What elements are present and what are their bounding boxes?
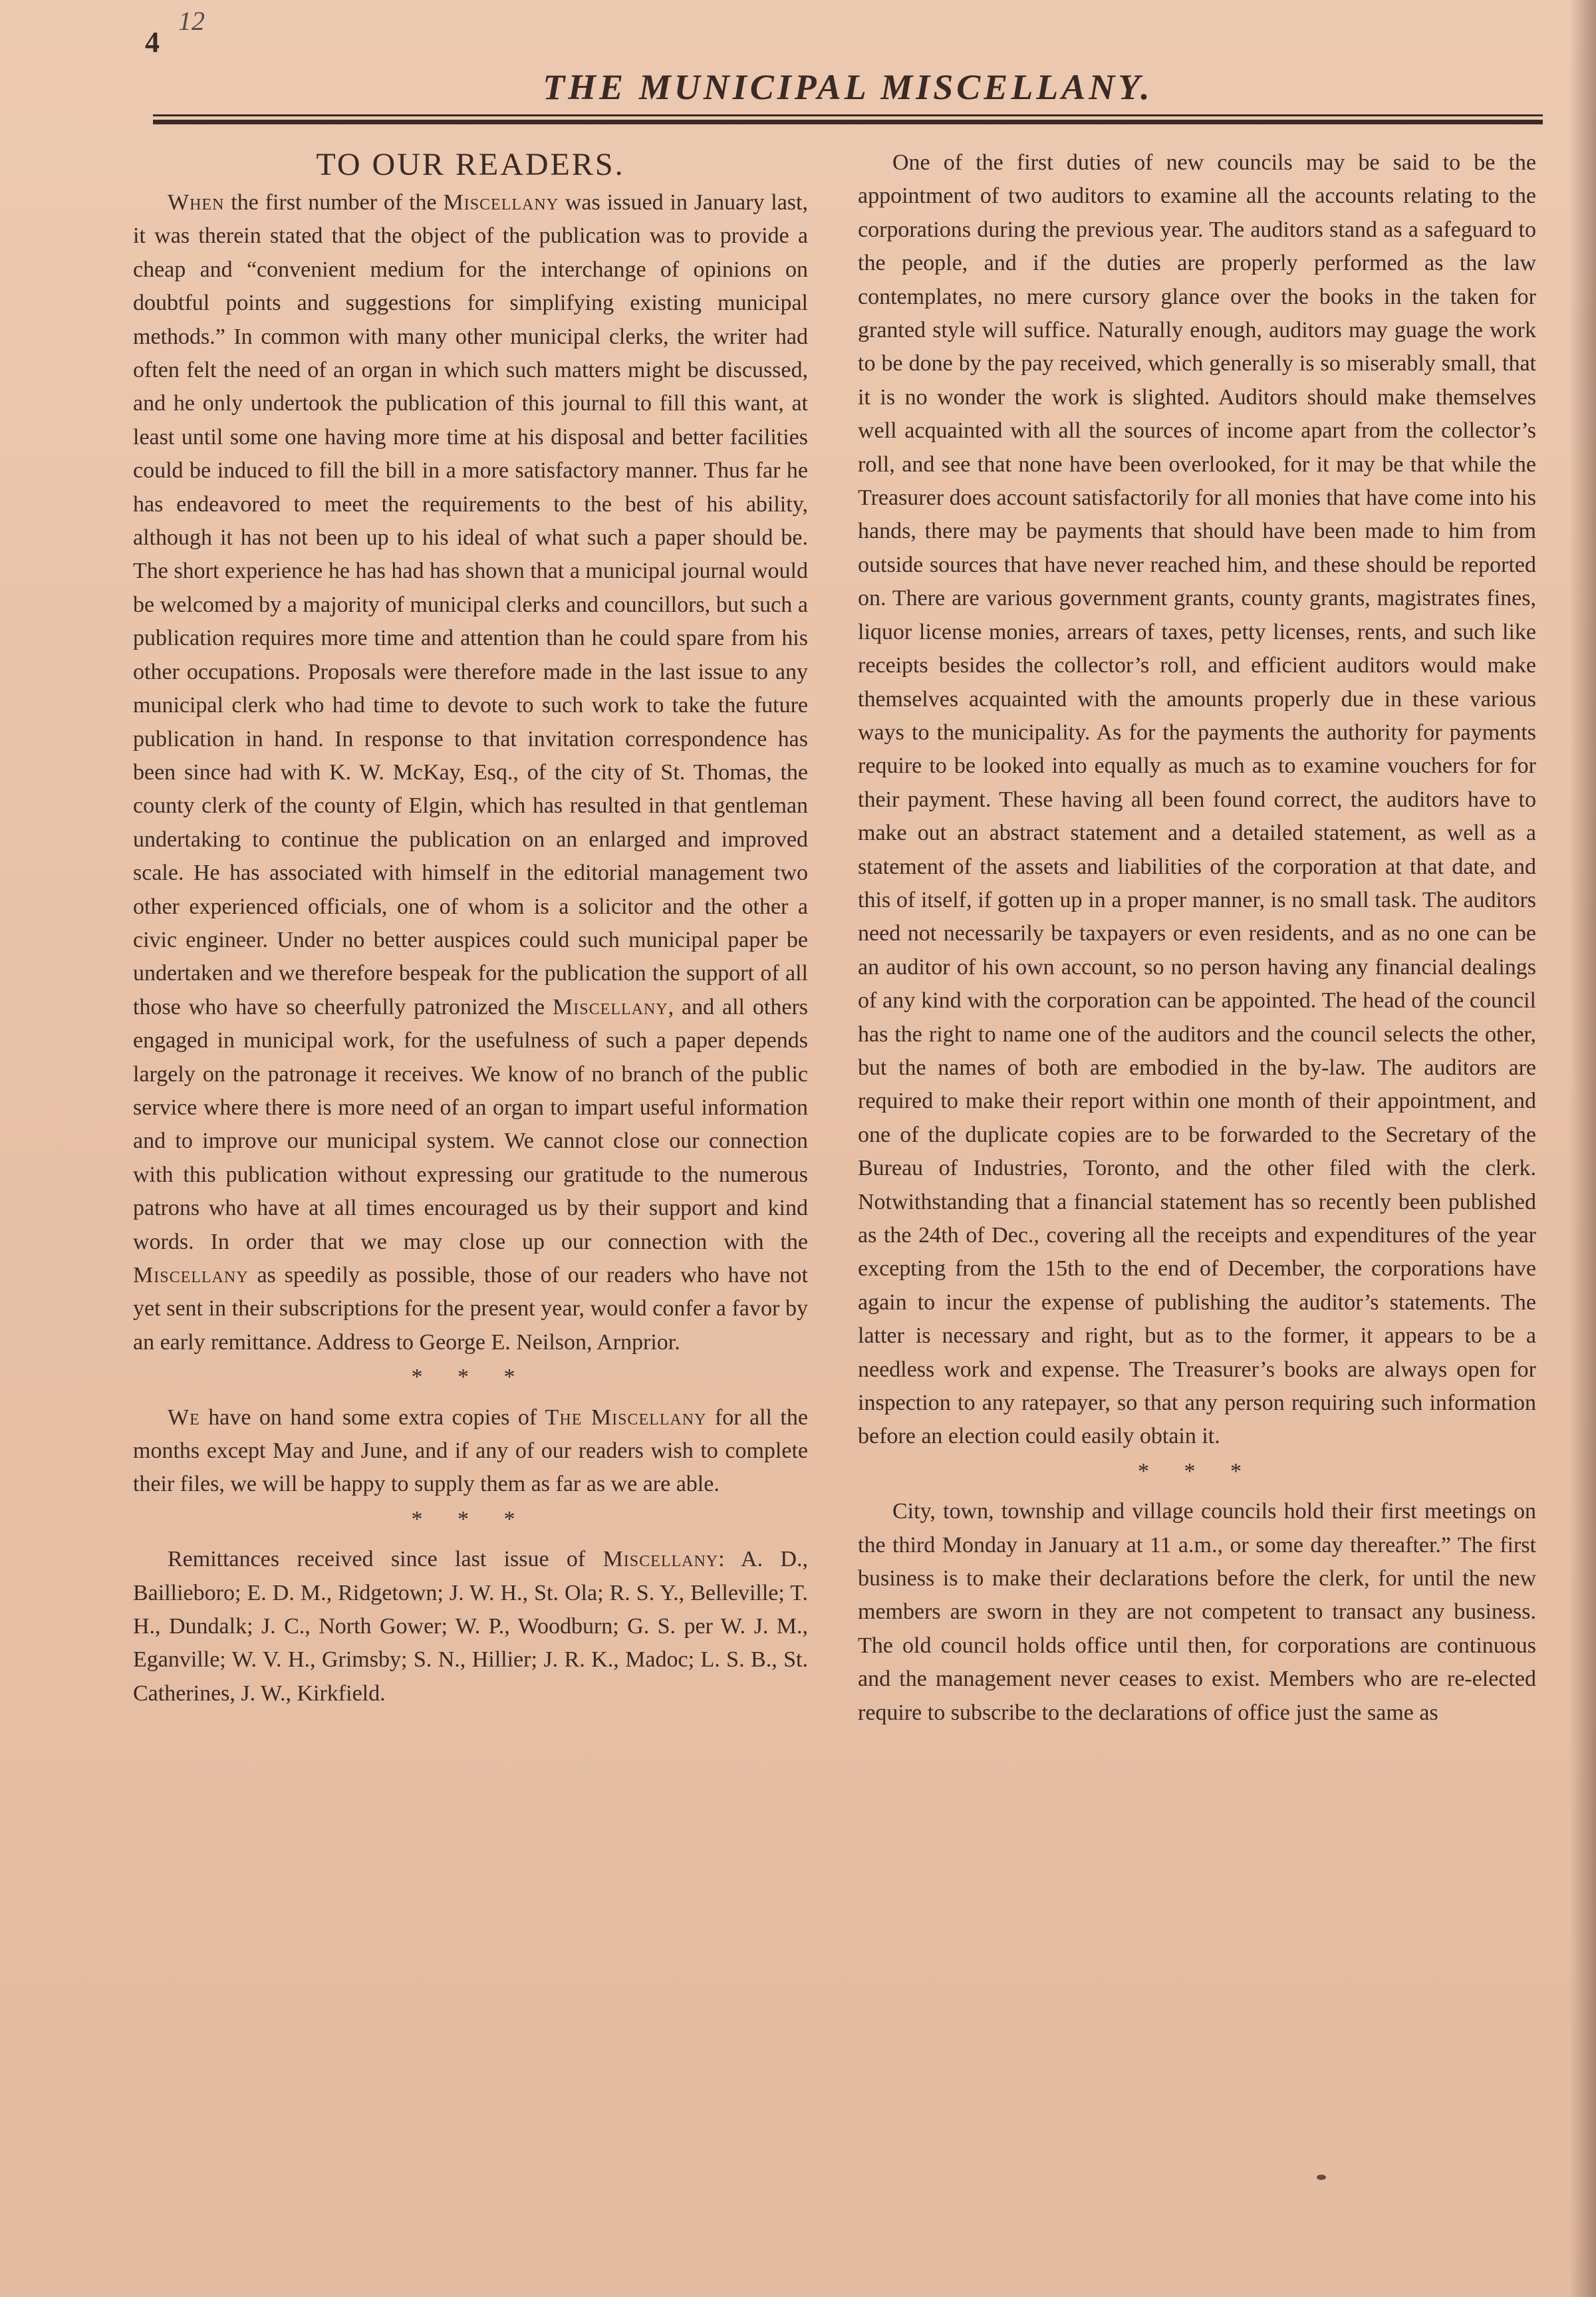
masthead-rule-top — [153, 114, 1543, 116]
pencil-annotation: 12 — [178, 6, 205, 36]
text-run: Remittances received since last issue of — [168, 1547, 603, 1572]
section-divider-stars: * * * — [411, 1365, 530, 1390]
publication-name: Miscellany — [443, 190, 559, 215]
drop-lead: When — [168, 190, 225, 215]
publication-name: The Miscellany — [545, 1405, 707, 1430]
notice-paragraph — [133, 1401, 808, 1502]
text-run: as speedily as possible, those of our readers who have not yet sent in their subscriptions for the present year, would confer a favor by an early remittance. Address to George E. Neilson, Arnprior. — [133, 1263, 808, 1355]
binding-shadow — [1569, 0, 1596, 2297]
right-column — [858, 146, 1536, 1730]
publication-name: Miscellany — [553, 994, 668, 1019]
auditors-paragraph: One of the first duties of new councils may be said to be the appointment of two auditors to examine all the accounts relating to the corporations during the previous year. The auditors stand as a safeguard to the people, and if the duties are properly performed as the law contemplates, no mere cursory glance over the books in the taken for granted style will suffice. Naturally enough, auditors may guage the work to be done by the pay received, which generally is so miserably small, that it is no wonder the work is slighted. Auditors should make themselves well acquainted with all the sources of income apart from the collector’s roll, and see that none have been overlooked, for it may be that while the Treasurer does account satisfactorily for all monies that have come into his hands, there may be payments that should have been made to him from outside sources that have never reached him, and these should be reported on. There are various government grants, county grants, magistrates fines, liquor license monies, arrears of taxes, petty licenses, rents, and such like receipts besides the collector’s roll, and efficient auditors would make themselves acquainted with the amounts properly due in these various ways to the municipality. As for the payments the authority for payments require to be looked into equally as much as to examine vouchers for for their payment. These having all been found correct, the auditors have to make out an abstract statement and a detailed statement, as well as a statement of the assets and liabilities of the corporation at that date, and this of itself, if gotten up in a proper manner, is no small task. The auditors need not necessarily be taxpayers or even residents, and as no one can be an auditor of his own account, so no person having any financial dealings of any kind with the corporation can be appointed. The head of the council has the right to name one of the auditors and the council selects the other, but the names of both are embodied in the by-law. The auditors are required to make their report within one month of their appointment, and one of the duplicate copies are to be forwarded to the Secretary of the Bureau of Industries, Toronto, and the other filed with the clerk. Notwithstanding that a financial statement has so recently been published as the 24th of Dec., covering all the receipts and expenditures of the year excepting from the 15th to the end of December, the corporations have again to incur the expense of publishing the auditor’s statements. The latter is necessary and right, but as to the former, it appears to be a needless work and expense. The Treasurer’s books are always open for inspection to any ratepayer, so that any person requiring such information before an election could easily obtain it. — [858, 150, 1536, 1449]
section-divider-stars: * * * — [1138, 1458, 1256, 1484]
text-run: was issued in January last, it was therein stated that the object of the publication was to provide a cheap and “convenient medium for the interchange of opinions on doubtful points and suggestions for simplifying existing municipal methods.” In common with many other municipal clerks, the writer had often felt the need of an organ in which such matters might be discussed, and he only undertook the publication of this journal to fill this want, at least until some one having more time at his disposal and better facilities could be induced to fill the bill in a more satisfactory manner. Thus far he has endeavored to meet the requirements to the best of his ability, although it has not been up to his ideal of what such a paper should be. The short experience he has had has shown that a municipal journal would be welcomed by a majority of municipal clerks and councillors, but such a publication requires more time and attention than he could spare from his other occupations. Proposals were therefore made in the last issue to any municipal clerk who had time to devote to such work to take the future publication in hand. In response to that invitation correspondence has been since had with K. W. McKay, Esq., of the city of St. Thomas, the county clerk of the county of Elgin, which has resulted in that gentleman undertaking to continue the publication on an enlarged and improved scale. He has associated with himself in the editorial management two other experienced officials, one of whom is a solicitor and the other a civic engineer. Under no better auspices could such municipal paper be undertaken and we therefore bespeak for the publication the support of all those who have so cheerfully patronized the — [133, 190, 808, 1019]
publication-name: Miscellany — [133, 1263, 249, 1287]
remittances-paragraph — [133, 1543, 808, 1710]
text-run: for all the months except May and June, and if any of our readers wish to complete their files, we will be happy to supply them as far as we are able. — [133, 1405, 808, 1497]
text-run: the first number of the — [224, 190, 444, 215]
text-run: have on hand some extra copies of — [200, 1405, 545, 1430]
article-paragraph — [133, 186, 808, 1359]
section-divider-stars: * * * — [411, 1506, 530, 1532]
article-heading: TO OUR READERS. — [316, 147, 625, 182]
council-meetings-paragraph: City, town, township and village councils hold their first meetings on the third Monday in January at 11 a.m., or some day thereafter.” The first business is to make their declarations before the clerk, for until the new members are sworn in they are not competent to transact any business. The old council holds office until then, for corporations are continuous and the management never ceases to exist. Members who are re-elected require to subscribe to the declarations of office just the same as — [858, 1499, 1536, 1725]
left-column — [133, 146, 808, 1710]
text-run: : A. D., Baillieboro; E. D. M., Ridgetown; J. W. H., St. Ola; R. S. Y., Belleville; T. H., Dundalk; J. C., North Gower; W. P., Woodburn; G. S. per W. J. M., Eganville; W. V. H., Grimsby; S. N., Hillier; J. R. K., Madoc; L. S. B., St. Catherines, J. W., Kirkfield. — [133, 1547, 808, 1706]
page-number: 4 — [145, 26, 160, 59]
drop-lead: We — [168, 1405, 200, 1430]
publication-name: Miscellany — [602, 1547, 719, 1572]
masthead-rule-bottom — [153, 120, 1543, 124]
ink-dot — [1317, 2175, 1326, 2180]
masthead-title: THE MUNICIPAL MISCELLANY. — [543, 67, 1153, 107]
text-run: , and all others engaged in municipal work, for the usefulness of such a paper depends largely on the patronage it receives. We know of no branch of the public service where there is more need of an organ to impart useful information and to improve our municipal system. We cannot close our connection with this publication without expressing our gratitude to the numerous patrons who have at all times encouraged us by their support and kind words. In order that we may close up our connection with the — [133, 994, 808, 1254]
